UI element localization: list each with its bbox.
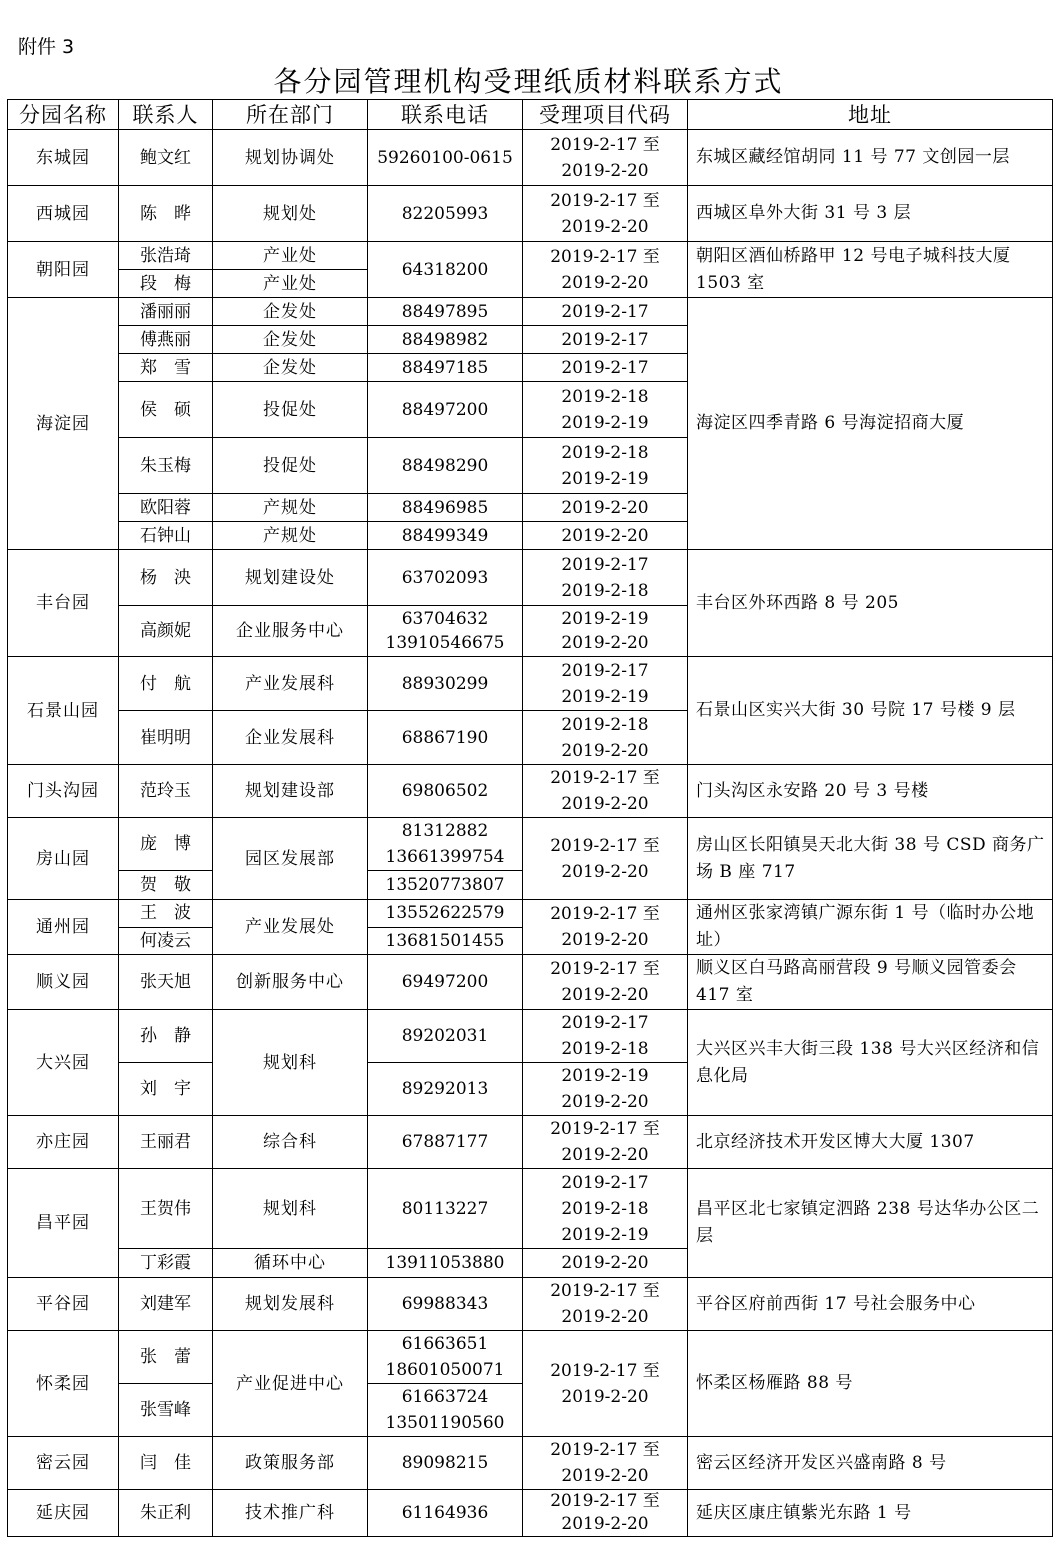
phone: 13681501455 [368,927,523,955]
department: 规划发展科 [213,1278,368,1331]
phone: 89202031 [368,1010,523,1063]
phone: 88498290 [368,438,523,494]
table-row [8,1116,1053,1169]
document-title: 各分园管理机构受理纸质材料联系方式 [273,65,784,98]
park-name: 西城园 [8,186,119,242]
contact-name: 张 蕾 [119,1331,213,1384]
phone: 61164936 [368,1490,523,1537]
table-row [8,955,1053,1010]
phone: 63702093 [368,550,523,606]
department: 规划处 [213,186,368,242]
table-row [8,550,1053,606]
department: 规划科 [213,1010,368,1116]
phone: 88499349 [368,522,523,550]
department: 企业发展科 [213,711,368,765]
address: 昌平区北七家镇定泗路 238 号达华办公区二层 [688,1169,1053,1278]
attachment-label: 附件 3 [18,36,75,58]
phone: 59260100-0615 [368,130,523,186]
department: 产规处 [213,494,368,522]
header-phone: 联系电话 [368,100,523,130]
header-code: 受理项目代码 [523,100,688,130]
park-name: 昌平园 [8,1169,119,1278]
phone: 88930299 [368,657,523,711]
department: 产业促进中心 [213,1331,368,1437]
table-row [8,186,1053,242]
contact-name: 庞 博 [119,818,213,871]
phone: 81312882 13661399754 [368,818,523,871]
contact-name: 潘丽丽 [119,298,213,326]
date-range: 2019-2-17 2019-2-18 2019-2-19 [523,1169,688,1249]
header-row [8,100,1053,130]
phone: 89098215 [368,1437,523,1490]
table-row [8,1437,1053,1490]
contact-name: 付 航 [119,657,213,711]
department: 综合科 [213,1116,368,1169]
date-range: 2019-2-17 2019-2-18 [523,1010,688,1063]
contact-name: 何凌云 [119,927,213,955]
phone: 69988343 [368,1278,523,1331]
contact-name: 范玲玉 [119,765,213,818]
phone: 13552622579 [368,900,523,928]
park-name: 平谷园 [8,1278,119,1331]
phone: 68867190 [368,711,523,765]
date-range: 2019-2-17 至 2019-2-20 [523,1116,688,1169]
date-range: 2019-2-17 至 2019-2-20 [523,765,688,818]
table-row [8,130,1053,186]
phone: 61663651 18601050071 [368,1331,523,1384]
department: 投促处 [213,382,368,438]
department: 规划建设处 [213,550,368,606]
contact-name: 闫 佳 [119,1437,213,1490]
date-range: 2019-2-17 [523,298,688,326]
date-range: 2019-2-19 2019-2-20 [523,1063,688,1116]
date-range: 2019-2-17 至 2019-2-20 [523,130,688,186]
phone: 80113227 [368,1169,523,1249]
contact-name: 段 梅 [119,270,213,298]
address: 怀柔区杨雁路 88 号 [688,1331,1053,1437]
header-contact: 联系人 [119,100,213,130]
table-row [8,1010,1053,1063]
contact-name: 欧阳蓉 [119,494,213,522]
phone: 63704632 13910546675 [368,606,523,657]
park-name: 密云园 [8,1437,119,1490]
department: 投促处 [213,438,368,494]
contact-name: 傅燕丽 [119,326,213,354]
department: 规划科 [213,1169,368,1249]
park-name: 东城园 [8,130,119,186]
phone: 88496985 [368,494,523,522]
department: 技术推广科 [213,1490,368,1537]
contact-name: 朱玉梅 [119,438,213,494]
contact-name: 郑 雪 [119,354,213,382]
park-name: 延庆园 [8,1490,119,1537]
date-range: 2019-2-18 2019-2-19 [523,382,688,438]
department: 企业服务中心 [213,606,368,657]
department: 企发处 [213,298,368,326]
address: 海淀区四季青路 6 号海淀招商大厦 [688,298,1053,550]
contact-name: 丁彩霞 [119,1249,213,1278]
phone: 88497895 [368,298,523,326]
department: 政策服务部 [213,1437,368,1490]
phone: 13520773807 [368,871,523,900]
table-row [8,1278,1053,1331]
phone: 89292013 [368,1063,523,1116]
table-row [8,765,1053,818]
phone: 64318200 [368,242,523,298]
contact-name: 刘建军 [119,1278,213,1331]
date-range: 2019-2-20 [523,522,688,550]
park-name: 大兴园 [8,1010,119,1116]
contact-name: 王丽君 [119,1116,213,1169]
department: 规划协调处 [213,130,368,186]
table-row [8,818,1053,871]
address: 丰台区外环西路 8 号 205 [688,550,1053,657]
department: 产业发展处 [213,900,368,955]
table-row [8,900,1053,928]
phone: 82205993 [368,186,523,242]
header-park: 分园名称 [8,100,119,130]
date-range: 2019-2-17 2019-2-19 [523,657,688,711]
park-name: 石景山园 [8,657,119,765]
date-range: 2019-2-17 至 2019-2-20 [523,900,688,955]
contact-name: 贺 敬 [119,871,213,900]
contact-name: 陈 晔 [119,186,213,242]
department: 规划建设部 [213,765,368,818]
address: 门头沟区永安路 20 号 3 号楼 [688,765,1053,818]
table-row [8,1169,1053,1249]
department: 园区发展部 [213,818,368,900]
address: 西城区阜外大街 31 号 3 层 [688,186,1053,242]
date-range: 2019-2-17 2019-2-18 [523,550,688,606]
phone: 88498982 [368,326,523,354]
address: 通州区张家湾镇广源东街 1 号（临时办公地址） [688,900,1053,955]
table-row [8,1331,1053,1384]
contact-name: 杨 泱 [119,550,213,606]
contact-name: 崔明明 [119,711,213,765]
contact-name: 朱正利 [119,1490,213,1537]
contact-name: 石钟山 [119,522,213,550]
date-range: 2019-2-17 至 2019-2-20 [523,186,688,242]
date-range: 2019-2-17 至 2019-2-20 [523,955,688,1010]
address: 北京经济技术开发区博大大厦 1307 [688,1116,1053,1169]
contact-name: 鲍文红 [119,130,213,186]
department: 创新服务中心 [213,955,368,1010]
date-range: 2019-2-17 [523,354,688,382]
date-range: 2019-2-17 至 2019-2-20 [523,1278,688,1331]
date-range: 2019-2-17 至 2019-2-20 [523,1437,688,1490]
date-range: 2019-2-17 [523,326,688,354]
contact-name: 王 波 [119,900,213,928]
park-name: 通州园 [8,900,119,955]
date-range: 2019-2-17 至 2019-2-20 [523,1490,688,1537]
park-name: 门头沟园 [8,765,119,818]
contact-name: 刘 宇 [119,1063,213,1116]
contact-name: 侯 硕 [119,382,213,438]
contact-name: 王贺伟 [119,1169,213,1249]
table-row [8,242,1053,270]
date-range: 2019-2-17 至 2019-2-20 [523,818,688,900]
table-row [8,657,1053,711]
phone: 88497200 [368,382,523,438]
table-row [8,298,1053,326]
date-range: 2019-2-20 [523,494,688,522]
contact-name: 张浩琦 [119,242,213,270]
address: 平谷区府前西街 17 号社会服务中心 [688,1278,1053,1331]
park-name: 亦庄园 [8,1116,119,1169]
header-dept: 所在部门 [213,100,368,130]
department: 企发处 [213,326,368,354]
address: 房山区长阳镇昊天北大街 38 号 CSD 商务广场 B 座 717 [688,818,1053,900]
department: 企发处 [213,354,368,382]
contact-name: 张天旭 [119,955,213,1010]
park-name: 怀柔园 [8,1331,119,1437]
address: 顺义区白马路高丽营段 9 号顺义园管委会 417 室 [688,955,1053,1010]
contact-table [7,99,1053,1537]
date-range: 2019-2-17 至 2019-2-20 [523,1331,688,1437]
department: 产业处 [213,242,368,270]
phone: 67887177 [368,1116,523,1169]
date-range: 2019-2-20 [523,1249,688,1278]
address: 密云区经济开发区兴盛南路 8 号 [688,1437,1053,1490]
address: 延庆区康庄镇紫光东路 1 号 [688,1490,1053,1537]
park-name: 海淀园 [8,298,119,550]
address: 东城区藏经馆胡同 11 号 77 文创园一层 [688,130,1053,186]
address: 大兴区兴丰大街三段 138 号大兴区经济和信息化局 [688,1010,1053,1116]
date-range: 2019-2-18 2019-2-20 [523,711,688,765]
phone: 88497185 [368,354,523,382]
phone: 69806502 [368,765,523,818]
phone: 61663724 13501190560 [368,1384,523,1437]
park-name: 朝阳园 [8,242,119,298]
date-range: 2019-2-17 至 2019-2-20 [523,242,688,298]
address: 石景山区实兴大街 30 号院 17 号楼 9 层 [688,657,1053,765]
park-name: 丰台园 [8,550,119,657]
park-name: 顺义园 [8,955,119,1010]
department: 循环中心 [213,1249,368,1278]
contact-name: 孙 静 [119,1010,213,1063]
date-range: 2019-2-18 2019-2-19 [523,438,688,494]
contact-name: 高颜妮 [119,606,213,657]
park-name: 房山园 [8,818,119,900]
phone: 69497200 [368,955,523,1010]
department: 产规处 [213,522,368,550]
header-address: 地址 [688,100,1053,130]
department: 产业发展科 [213,657,368,711]
phone: 13911053880 [368,1249,523,1278]
contact-name: 张雪峰 [119,1384,213,1437]
table-row [8,1490,1053,1537]
department: 产业处 [213,270,368,298]
date-range: 2019-2-19 2019-2-20 [523,606,688,657]
address: 朝阳区酒仙桥路甲 12 号电子城科技大厦 1503 室 [688,242,1053,298]
